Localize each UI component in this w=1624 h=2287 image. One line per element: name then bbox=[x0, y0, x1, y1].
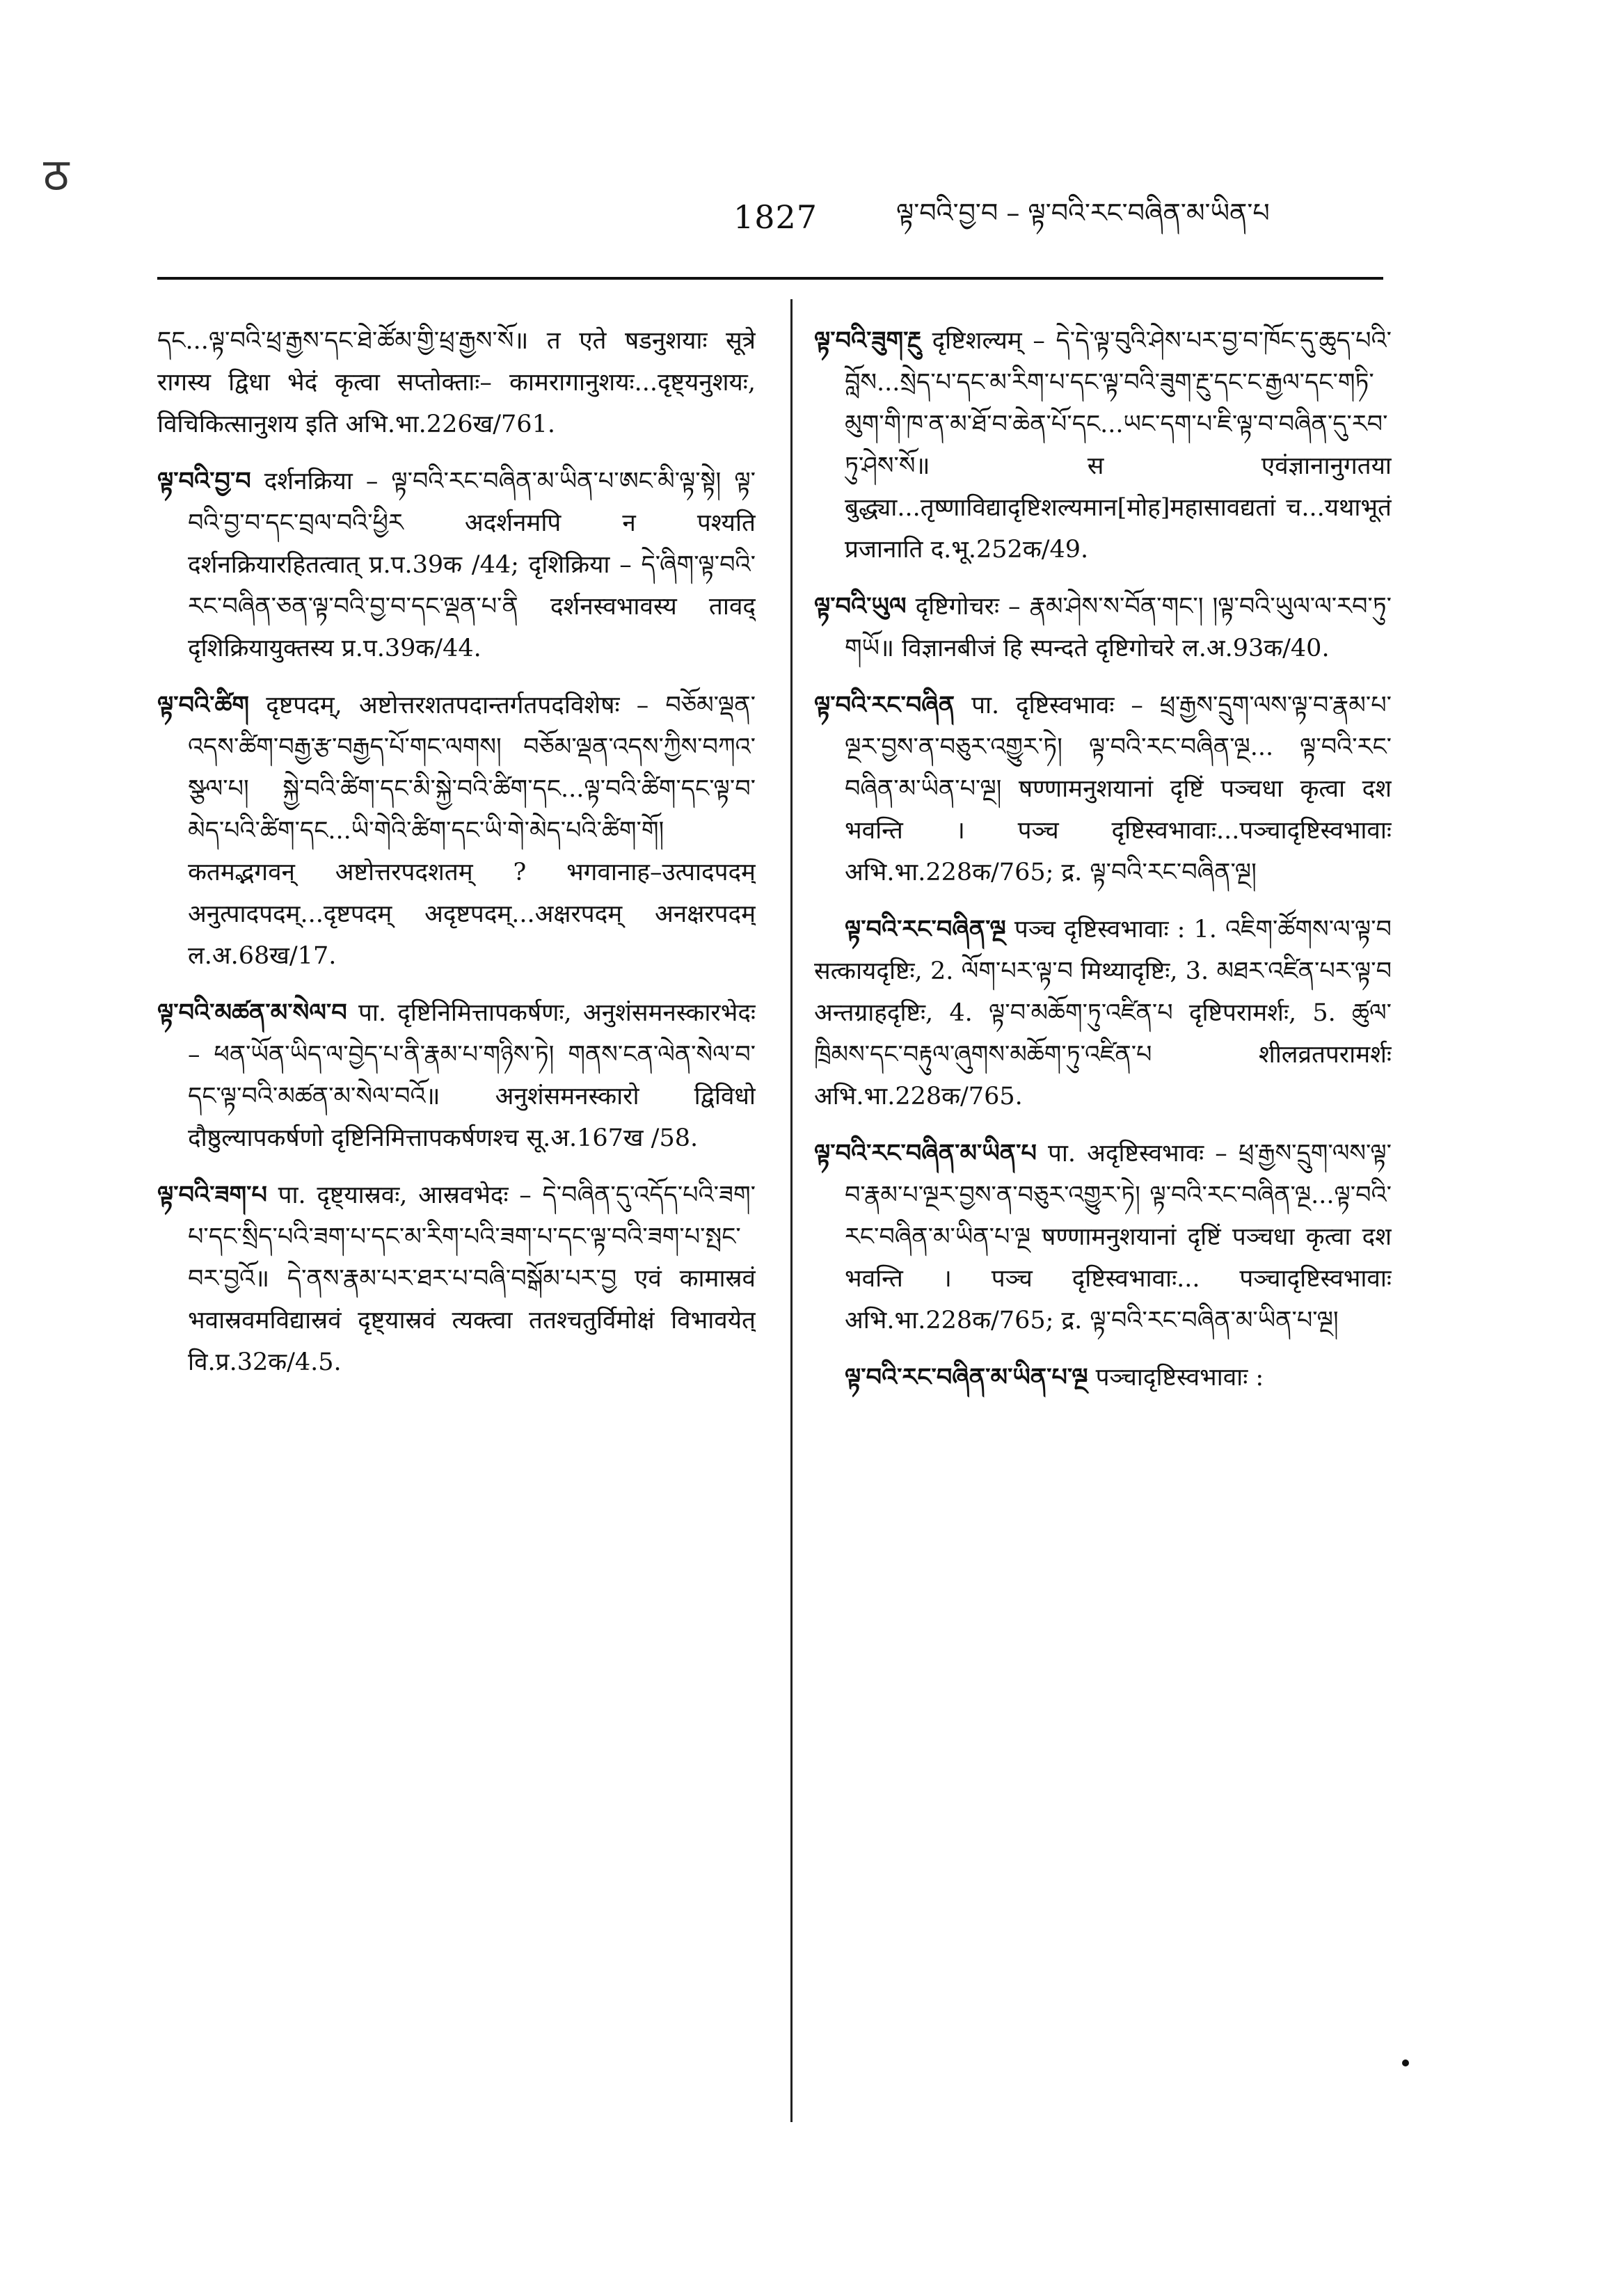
entry-text: दृष्टिगोचरः – རྣམ་ཤེས་ས་བོན་གང་། །ལྟ་བའི་ཡུལ་ལ་རབ་ཏུ་གཡོ॥ विज्ञानबीजं हि स्पन्दते दृष्टिगोचरे ल.अ.93क/40. bbox=[845, 593, 1392, 662]
entry-headword: ལྟ་བའི་རང་བཞིན་ལྔ bbox=[845, 915, 1006, 943]
left-column bbox=[157, 320, 756, 2199]
dictionary-entry bbox=[157, 685, 756, 977]
entry-text: पा. दृष्टिनिमित्तापकर्षणः, अनुशंसमनस्कारभेदः – ཕན་ཡོན་ཡིད་ལ་བྱེད་པ་ནི་རྣམ་པ་གཉིས་ཏེ། གནས་ངན་ལེན་སེལ་བ་དང་ལྟ་བའི་མཚན་མ་སེལ་བའོ॥ अनुशंसमनस्कारो द्विविधो दौष्ठुल्यापकर्षणो दृष्टिनिमित्तापकर्षणश्च सू.अ.167ख /58. bbox=[188, 999, 756, 1152]
entry-headword: ལྟ་བའི་བྱ་བ bbox=[157, 467, 251, 495]
dictionary-entry bbox=[157, 992, 756, 1159]
entry-headword: ལྟ་བའི་ཚིག bbox=[157, 691, 250, 719]
entry-headword: ལྟ་བའི་ཟག་པ bbox=[157, 1181, 267, 1209]
dictionary-entry bbox=[814, 685, 1392, 893]
dictionary-entry bbox=[814, 320, 1392, 571]
entry-headword: ལྟ་བའི་རང་བཞིན་མ་ཡིན་པ bbox=[814, 1139, 1037, 1168]
dictionary-entry bbox=[814, 586, 1392, 669]
entry-text: पा. अदृष्टिस्वभावः – ཕྲ་རྒྱས་དྲུག་ལས་ལྟ་བ་རྣམ་པ་ལྔར་བྱས་ན་བཅུར་འགྱུར་ཏེ། ལྟ་བའི་རང་བཞིན་ལྔ...ལྟ་བའི་རང་བཞིན་མ་ཡིན་པ་ལྔ षण्णामनुशयानां दृष्टिं पञ्चधा कृत्वा दश भवन्ति । पञ्च दृष्टिस्वभावाः... पञ्चादृष्टिस्वभावाः अभि.भा.228क/765; द्र. ལྟ་བའི་རང་བཞིན་མ་ཡིན་པ་ལྔ། bbox=[845, 1140, 1392, 1334]
entry-headword: ལྟ་བའི་ཟུག་རྔུ bbox=[814, 326, 921, 355]
dictionary-subentry bbox=[814, 909, 1392, 1117]
entry-text: पा. दृष्टिस्वभावः – ཕྲ་རྒྱས་དྲུག་ལས་ལྟ་བ་རྣམ་པ་ལྔར་བྱས་ན་བཅུར་འགྱུར་ཏེ། ལྟ་བའི་རང་བཞིན་ལྔ... ལྟ་བའི་རང་བཞིན་མ་ཡིན་པ་ལྔ། षण्णामनुशयानां दृष्टिं पञ्चधा कृत्वा दश भवन्ति । पञ्च दृष्टिस्वभावाः...पञ्चादृष्टिस्वभावाः अभि.भा.228क/765; द्र. ལྟ་བའི་རང་བཞིན་ལྔ། bbox=[845, 692, 1392, 886]
dictionary-entry bbox=[814, 1133, 1392, 1341]
dictionary-subentry bbox=[814, 1357, 1392, 1399]
entry-headword: ལྟ་བའི་ཡུལ bbox=[814, 592, 907, 621]
dictionary-entry bbox=[157, 320, 756, 445]
entry-text: पञ्च दृष्टिस्वभावाः : 1. འཇིག་ཚོགས་ལ་ལྟ་བ सत्कायदृष्टिः, 2. ལོག་པར་ལྟ་བ मिथ्यादृष्टिः, 3. མཐར་འཛིན་པར་ལྟ་བ अन्तग्राहदृष्टिः, 4. ལྟ་བ་མཆོག་ཏུ་འཛིན་པ दृष्टिपरामर्शः, 5. ཚུལ་ཁྲིམས་དང་བརྟུལ་ཞུགས་མཆོག་ཏུ་འཛིན་པ शीलव्रतपरामर्शः अभि.भा.228क/765. bbox=[814, 916, 1392, 1110]
column-divider bbox=[790, 299, 793, 2122]
margin-dot bbox=[1402, 2059, 1409, 2066]
entry-text: दृष्टपदम्, अष्टोत्तरशतपदान्तर्गतपदविशेषः – བཅོམ་ལྡན་འདས་ཚིག་བརྒྱ་རྩ་བརྒྱད་པོ་གང་ལགས། བཅོམ་ལྡན་འདས་ཀྱིས་བཀའ་སྩལ་པ། སྐྱེ་བའི་ཚིག་དང་མི་སྐྱེ་བའི་ཚིག་དང...ལྟ་བའི་ཚིག་དང་ལྟ་བ་མེད་པའི་ཚིག་དང...ཡི་གེའི་ཚིག་དང་ཡི་གེ་མེད་པའི་ཚིག་གོ། कतमद्भगवन् अष्टोत्तरपदशतम् ? भगवानाह–उत्पादपदम् अनुत्पादपदम्...दृष्टपदम् अदृष्टपदम्...अक्षरपदम् अनक्षरपदम् ल.अ.68ख/17. bbox=[188, 692, 756, 970]
corner-mark: ठ bbox=[43, 150, 70, 201]
entry-headword: ལྟ་བའི་མཚན་མ་སེལ་བ bbox=[157, 998, 347, 1027]
entry-headword: ལྟ་བའི་རང་བཞིན་མ་ཡིན་པ་ལྔ bbox=[845, 1363, 1088, 1392]
entry-text: पञ्चादृष्टिस्वभावाः : bbox=[1095, 1364, 1264, 1392]
entry-text: पा. दृष्ट्यास्रवः, आस्रवभेदः – དེ་བཞིན་དུ་འདོད་པའི་ཟག་པ་དང་སྲིད་པའི་ཟག་པ་དང་མ་རིག་པའི་ཟག་པ་དང་ལྟ་བའི་ཟག་པ་སྤང་བར་བྱའོ॥ དེ་ནས་རྣམ་པར་ཐར་པ་བཞི་བསྒོམ་པར་བྱ एवं कामास्रवं भवास्रवमविद्यास्रवं दृष्ट्यास्रवं त्यक्त्वा ततश्चतुर्विमोक्षं विभावयेत् वि.प्र.32क/4.5. bbox=[188, 1181, 756, 1376]
right-column bbox=[814, 320, 1392, 2199]
entry-text: दर्शनक्रिया – ལྟ་བའི་རང་བཞིན་མ་ཡིན་པ་ཨང་མི་ལྟ་སྟེ། ལྟ་བའི་བྱ་བ་དང་བྲལ་བའི་ཕྱིར अदर्शनमपि न पश्यति दर्शनक्रियारहितत्वात् प्र.प.39क /44; दृशिक्रिया – དེ་ཞིག་ལྟ་བའི་རང་བཞིན་ཅན་ལྟ་བའི་བྱ་བ་དང་ལྡན་པ་ནི दर्शनस्वभावस्य तावद् दृशिक्रियायुक्तस्य प्र.प.39क/44. bbox=[188, 468, 756, 662]
dictionary-entry bbox=[157, 1174, 756, 1383]
entry-headword: ལྟ་བའི་རང་བཞིན bbox=[814, 691, 955, 719]
page-number: 1827 bbox=[733, 198, 818, 236]
running-head: ལྟ་བའི་བྱ་བ – ལྟ་བའི་རང་བཞིན་མ་ཡིན་པ bbox=[896, 198, 1270, 228]
header-rule bbox=[157, 277, 1383, 280]
entry-text: དང...ལྟ་བའི་ཕྲ་རྒྱས་དང་ཐེ་ཚོམ་གྱི་ཕྲ་རྒྱས་སོ॥ त एते षडनुशयाः सूत्रे रागस्य द्विधा भेदं कृत्वा सप्तोक्ताः– कामरागानुशयः...दृष्ट्यनुशयः, विचिकित्सानुशय इति अभि.भा.226ख/761. bbox=[157, 327, 756, 438]
entry-text: दृष्टिशल्यम् – དེ་དེ་ལྟ་བུའི་ཤེས་པར་བྱ་བ་ཁོང་དུ་ཆུད་པའི་བློས...སྲེད་པ་དང་མ་རིག་པ་དང་ལྟ་བའི་ཟུག་རྔུ་དང་ང་རྒྱལ་དང་གཏི་མུག་གི་ཁ་ན་མ་ཐོ་བ་ཆེན་པོ་དང...ཡང་དག་པ་ཇི་ལྟ་བ་བཞིན་དུ་རབ་ཏུ་ཤེས་སོ॥ स एवंज्ञानानुगतया बुद्ध्या...तृष्णाविद्यादृष्टिशल्यमान[मोह]महासावद्यतां च...यथाभूतं प्रजानाति द.भू.252क/49. bbox=[845, 327, 1392, 564]
dictionary-entry bbox=[157, 461, 756, 669]
